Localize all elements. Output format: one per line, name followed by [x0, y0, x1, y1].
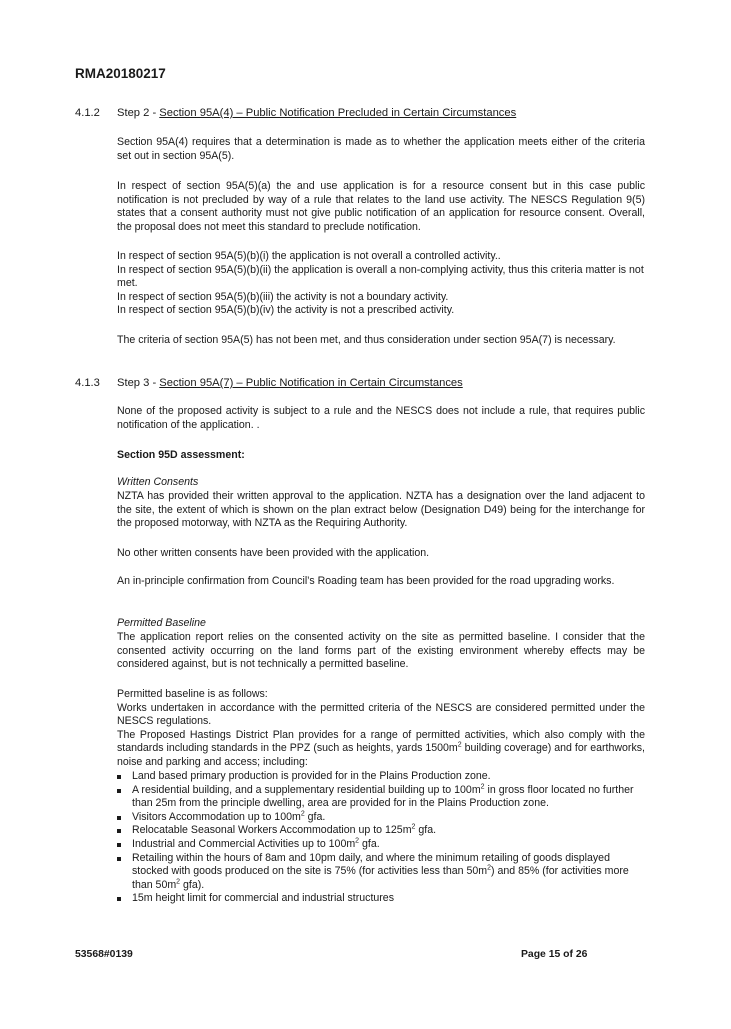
list-item: Land based primary production is provided for in the Plains Production zone.	[117, 770, 645, 784]
criteria-line: In respect of section 95A(5)(b)(iii) the activity is not a boundary activity.	[117, 290, 449, 303]
section-number: 4.1.3	[75, 377, 100, 389]
bullet-icon	[117, 829, 121, 833]
intro-line: Works undertaken in accordance with the permitted criteria of the NESCS are considered permitted under the NESCS regulations.	[117, 701, 645, 728]
section-heading	[117, 107, 516, 119]
paragraph: NZTA has provided their written approval to the application. NZTA has a designation over the land adjacent to the site, the extent of which is shown on the plan extract below (Designation D49) being for the interchange for the proposed motorway, with NZTA as the Requiring Authority.	[117, 490, 645, 530]
list-item: Retailing within the hours of 8am and 10pm daily, and where the minimum retailing of goods displayed stocked with goods produced on the site is 75% (for activities less than $50m^2$) and 85% (for activities more than $50m^2$ gfa).	[117, 852, 645, 893]
section-heading	[117, 377, 463, 389]
paragraph: An in-principle confirmation from Council’s Roading team has been provided for the road upgrading works.	[117, 575, 615, 587]
paragraph: No other written consents have been provided with the application.	[117, 547, 430, 559]
list-item: Visitors Accommodation up to $100m^2$ gfa.	[117, 811, 645, 825]
subheading-s95d: Section 95D assessment:	[117, 449, 245, 461]
intro-line: The Proposed Hastings District Plan provides for a range of permitted activities, which also comply with the standards including standards in the PPZ (such as heights, yards $1500m^2$ building coverage) and for earthworks, noise and parking and access; including:	[117, 728, 646, 768]
list-item: Relocatable Seasonal Workers Accommodation up to $125m^2$ gfa.	[117, 824, 645, 838]
subheading-written-consents: Written Consents	[117, 476, 199, 488]
bullet-icon	[117, 843, 121, 847]
section-heading-title: Section 95A(7) – Public Notification in Certain Circumstances	[159, 377, 463, 389]
bullet-icon	[117, 775, 121, 779]
footer-document-id: 53568#0139	[75, 949, 133, 960]
criteria-line: In respect of section 95A(5)(b)(ii) the application is overall a non-complying activity, thus this criteria matter is not met.	[117, 263, 644, 290]
section-heading-prefix: Step 3 -	[117, 377, 160, 389]
permitted-baseline-intro	[117, 688, 645, 770]
section-heading-prefix: Step 2 -	[117, 107, 160, 119]
bullet-icon	[117, 897, 121, 901]
bullet-icon	[117, 857, 121, 861]
subheading-permitted-baseline: Permitted Baseline	[117, 617, 206, 629]
list-item: 15m height limit for commercial and industrial structures	[117, 892, 645, 906]
permitted-activities-list	[117, 770, 645, 906]
criteria-list	[117, 250, 645, 318]
criteria-line: In respect of section 95A(5)(b)(iv) the activity is not a prescribed activity.	[117, 304, 455, 317]
bullet-icon	[117, 816, 121, 820]
section-heading-title: Section 95A(4) – Public Notification Precluded in Certain Circumstances	[159, 107, 517, 119]
paragraph: The criteria of section 95A(5) has not been met, and thus consideration under section 95A(7) is necessary.	[117, 334, 616, 346]
paragraph: None of the proposed activity is subject to a rule and the NESCS does not include a rule, that requires public notification of the application. .	[117, 405, 645, 431]
criteria-line: In respect of section 95A(5)(b)(i) the application is not overall a controlled activity..	[117, 250, 501, 262]
intro-line: Permitted baseline is as follows:	[117, 688, 268, 700]
bullet-icon	[117, 789, 121, 793]
paragraph: Section 95A(4) requires that a determination is made as to whether the application meets either of the criteria set out in section 95A(5).	[117, 136, 645, 162]
document-reference: RMA20180217	[75, 66, 166, 81]
list-item: A residential building, and a supplementary residential building up to $100m^2$ in gross floor located no further than 25m from the principle dwelling, area are provided for in the Plains Production zone.	[117, 784, 645, 811]
section-number: 4.1.2	[75, 107, 100, 119]
paragraph: The application report relies on the consented activity on the site as permitted baseline. I consider that the consented activity occurring on the land forms part of the existing environment whereby effects may be considered against, but is not technically a permitted baseline.	[117, 631, 645, 671]
footer-page-number: Page 15 of 26	[521, 949, 588, 960]
list-item: Industrial and Commercial Activities up to $100m^2$ gfa.	[117, 838, 645, 852]
paragraph: In respect of section 95A(5)(a) the and use application is for a resource consent but in this case public notification is not precluded by way of a rule that relates to the land use activity. The NESCS Regulation 9(5) states that a consent authority must not give public notification of an application for resource consent. Overall, the proposal does not meet this standard to preclude notification.	[117, 180, 645, 233]
